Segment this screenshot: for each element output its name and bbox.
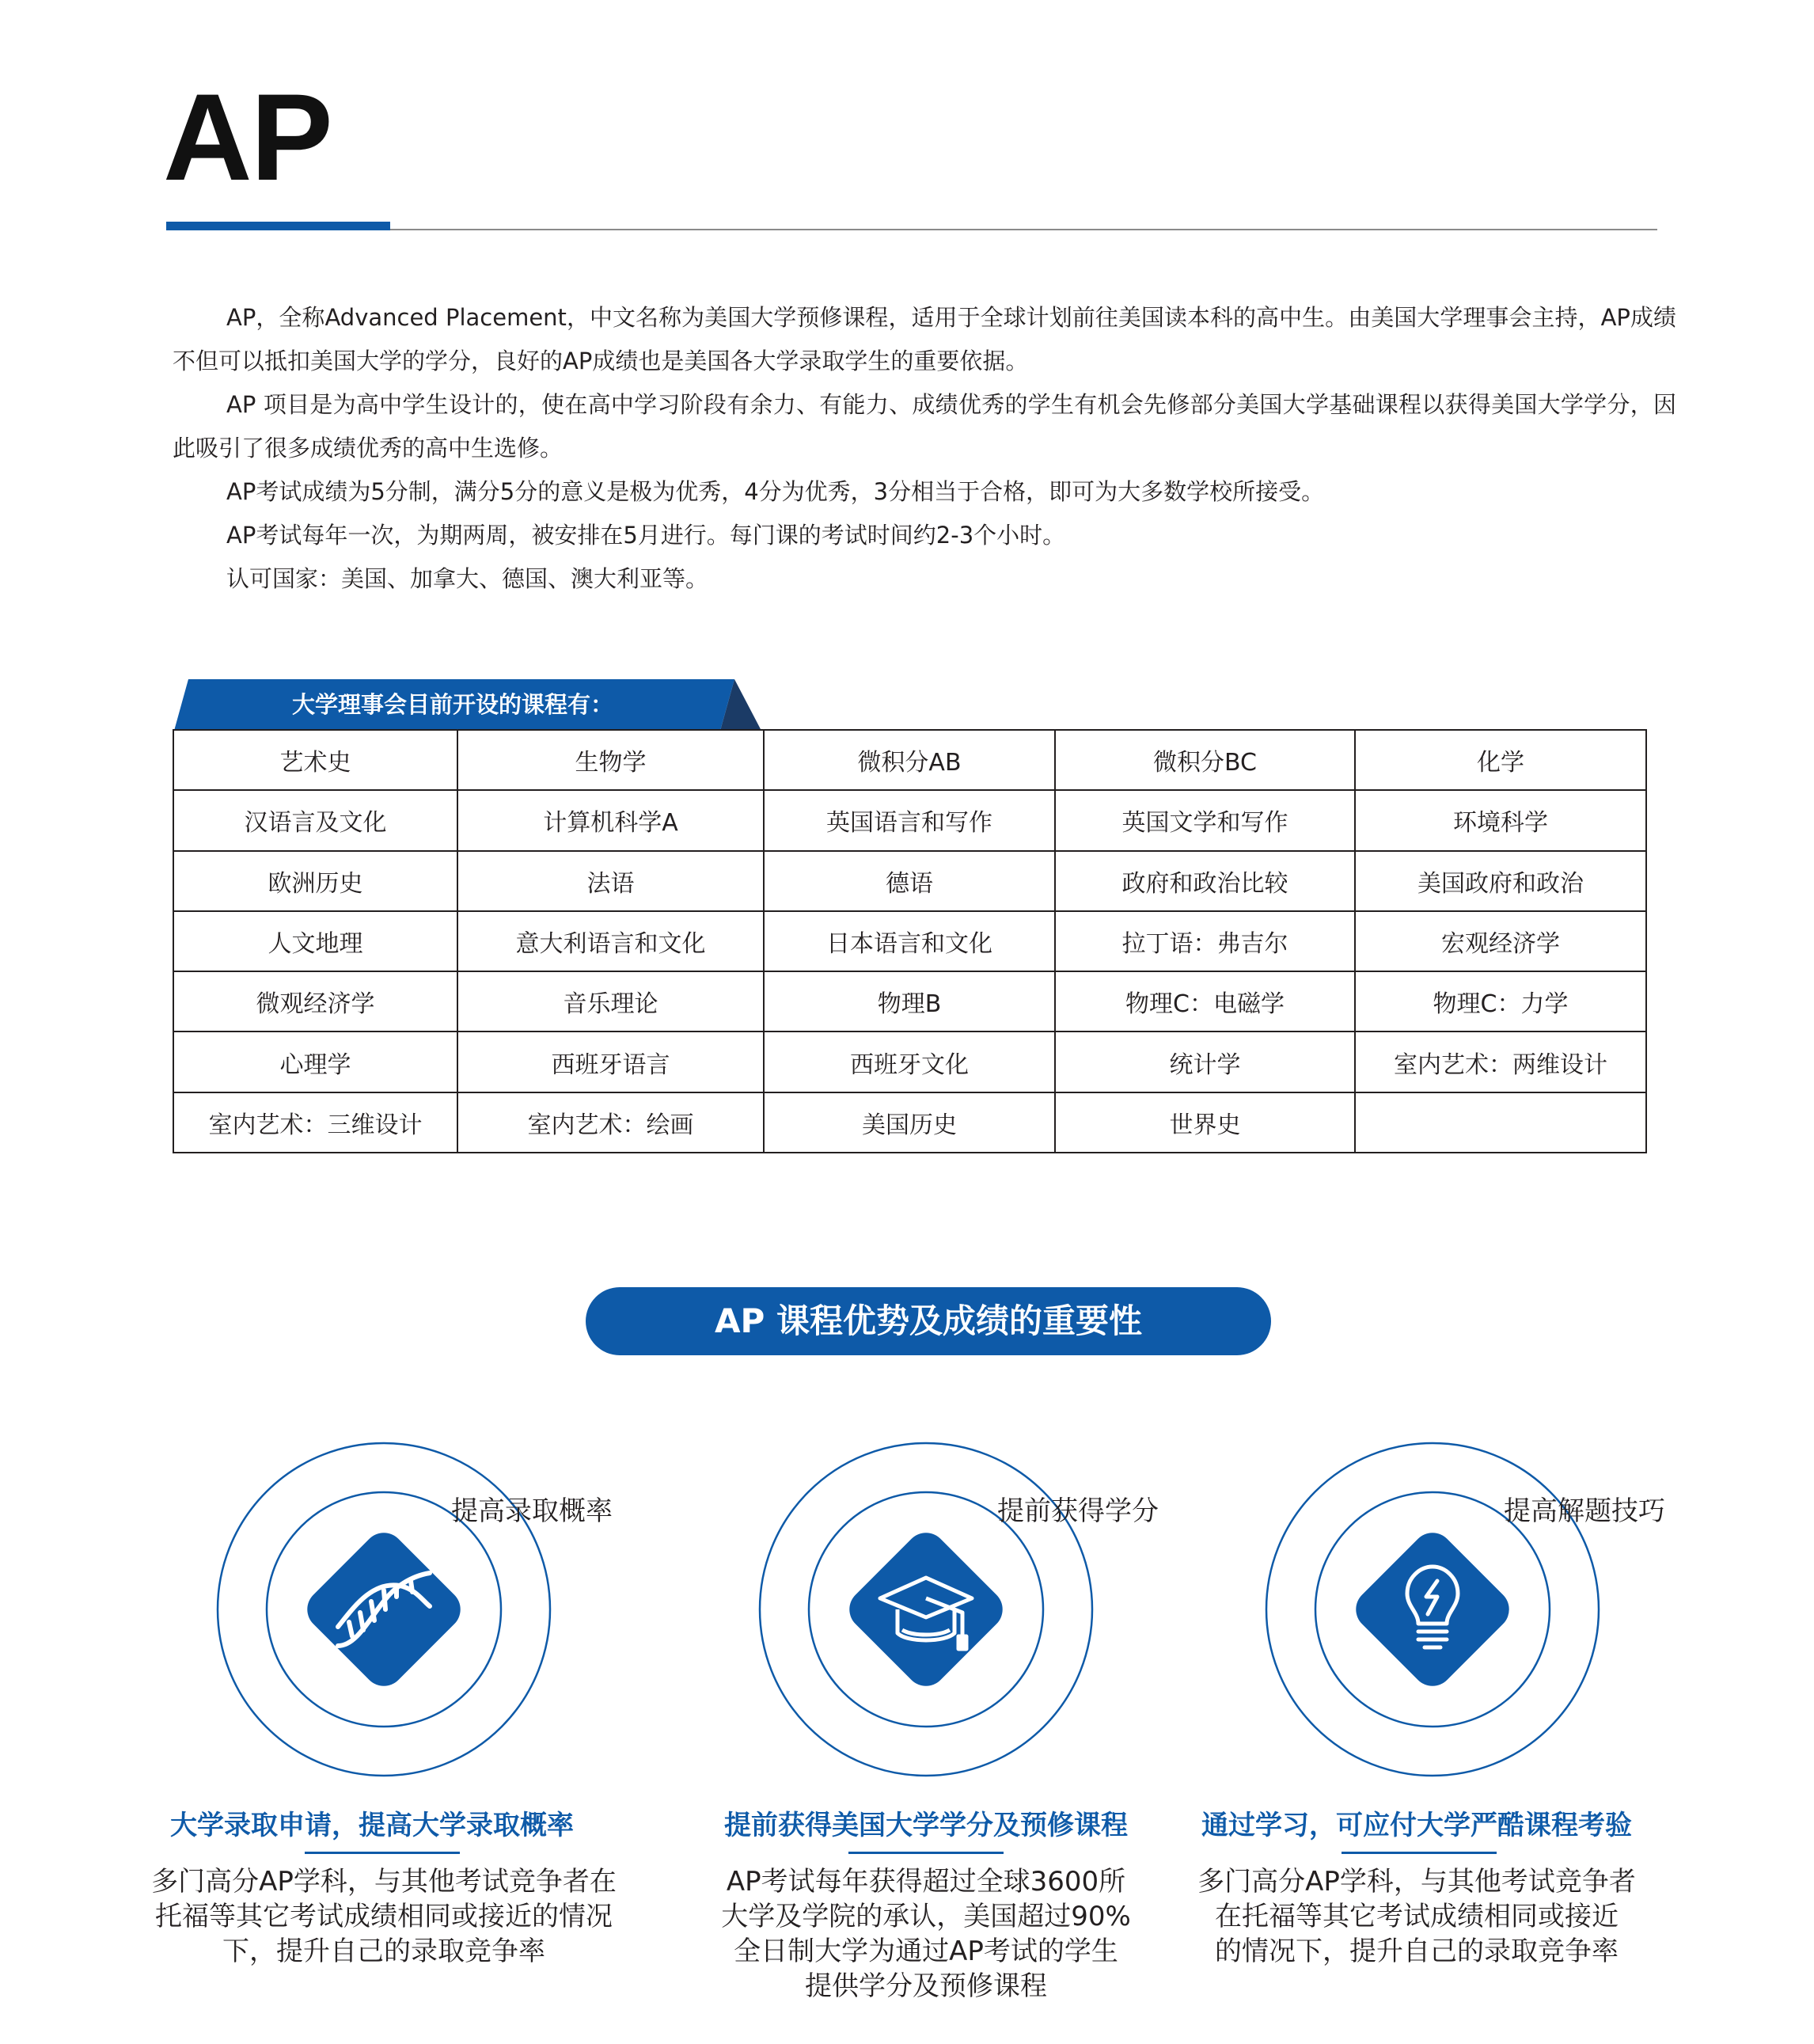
- description-line: 多门高分AP学科，与其他考试竞争者: [1197, 1866, 1636, 1898]
- table-cell: 政府和政治比较: [1055, 851, 1355, 911]
- advantage-description: [1148, 1864, 1686, 1969]
- description-line: 全日制大学为通过AP考试的学生: [734, 1936, 1118, 1967]
- advantage-card-credits: [657, 1437, 1195, 2023]
- table-cell: 世界史: [1055, 1092, 1355, 1153]
- description-line: 托福等其它考试成绩相同或接近的情况: [155, 1901, 613, 1932]
- course-table-tab-label: 大学理事会目前开设的课程有：: [291, 691, 613, 718]
- table-cell: 艺术史: [173, 730, 457, 790]
- table-cell: 室内艺术：三维设计: [173, 1092, 457, 1153]
- advantage-tag: 提高录取概率: [451, 1495, 613, 1527]
- description-line: 提供学分及预修课程: [805, 1970, 1047, 2002]
- table-cell: 法语: [457, 851, 764, 911]
- table-cell: 微积分BC: [1055, 730, 1355, 790]
- table-cell: 物理C：电磁学: [1055, 971, 1355, 1031]
- table-cell: 西班牙语言: [457, 1031, 764, 1092]
- table-cell: 宏观经济学: [1355, 911, 1646, 971]
- intro-paragraph: AP 项目是为高中学生设计的，使在高中学习阶段有余力、有能力、成绩优秀的学生有机会先修部分美国大学基础课程以获得美国大学学分，因此吸引了很多成绩优秀的高中生选修。: [173, 391, 1676, 462]
- intro-paragraph: AP，全称Advanced Placement，中文名称为美国大学预修课程，适用于全球计划前往美国读本科的高中生。由美国大学理事会主持，AP成绩不但可以抵扣美国大学的学分，良好的AP成绩也是美国各大学录取学生的重要依据。: [173, 304, 1676, 374]
- advantage-description: [115, 1864, 653, 1969]
- table-cell: 日本语言和文化: [764, 911, 1055, 971]
- table-cell: 欧洲历史: [173, 851, 457, 911]
- header-accent-bar: [166, 222, 390, 230]
- table-cell: 英国语言和写作: [764, 790, 1055, 850]
- table-cell: 化学: [1355, 730, 1646, 790]
- table-row: [173, 790, 1646, 850]
- advantages-section-title: AP 课程优势及成绩的重要性: [586, 1287, 1271, 1355]
- table-cell: 环境科学: [1355, 790, 1646, 850]
- table-cell: [1355, 1092, 1646, 1153]
- table-cell: 物理B: [764, 971, 1055, 1031]
- advantage-tag: 提高解题技巧: [1504, 1495, 1665, 1527]
- table-cell: 美国政府和政治: [1355, 851, 1646, 911]
- table-row: [173, 911, 1646, 971]
- intro-paragraph: 认可国家：美国、加拿大、德国、澳大利亚等。: [226, 565, 709, 592]
- description-line: 下，提升自己的录取竞争率: [222, 1936, 545, 1967]
- advantage-description: [657, 1864, 1195, 2004]
- table-cell: 生物学: [457, 730, 764, 790]
- table-cell: 美国历史: [764, 1092, 1055, 1153]
- heading-underline: [848, 1852, 1004, 1854]
- table-cell: 意大利语言和文化: [457, 911, 764, 971]
- description-line: 大学及学院的承认，美国超过90%: [721, 1901, 1131, 1932]
- table-cell: 拉丁语：弗吉尔: [1055, 911, 1355, 971]
- advantage-card-skills: [1163, 1437, 1702, 2023]
- table-row: [173, 971, 1646, 1031]
- table-cell: 室内艺术：绘画: [457, 1092, 764, 1153]
- course-table-tab: [174, 679, 761, 731]
- page-title: AP: [163, 69, 332, 207]
- description-line: 多门高分AP学科，与其他考试竞争者在: [151, 1866, 617, 1898]
- table-cell: 统计学: [1055, 1031, 1355, 1092]
- table-cell: 微观经济学: [173, 971, 457, 1031]
- advantage-tag: 提前获得学分: [997, 1495, 1159, 1527]
- table-cell: 汉语言及文化: [173, 790, 457, 850]
- description-line: 的情况下，提升自己的录取竞争率: [1215, 1936, 1619, 1967]
- intro-paragraph: AP考试成绩为5分制，满分5分的意义是极为优秀，4分为优秀，3分相当于合格，即可为大多数学校所接受。: [226, 478, 1325, 505]
- heading-underline: [1342, 1852, 1497, 1854]
- intro-text: [173, 296, 1676, 601]
- table-row: [173, 1092, 1646, 1153]
- table-cell: 英国文学和写作: [1055, 790, 1355, 850]
- table-cell: 西班牙文化: [764, 1031, 1055, 1092]
- heading-underline: [305, 1852, 460, 1854]
- advantage-heading: 通过学习，可应付大学严酷课程考验: [1201, 1810, 1632, 1841]
- advantage-heading: 大学录取申请，提高大学录取概率: [170, 1810, 574, 1841]
- table-cell: 微积分AB: [764, 730, 1055, 790]
- table-cell: 人文地理: [173, 911, 457, 971]
- table-cell: 心理学: [173, 1031, 457, 1092]
- table-row: [173, 851, 1646, 911]
- table-row: [173, 1031, 1646, 1092]
- intro-paragraph: AP考试每年一次，为期两周，被安排在5月进行。每门课的考试时间约2-3个小时。: [226, 522, 1066, 549]
- table-cell: 室内艺术：两维设计: [1355, 1031, 1646, 1092]
- table-cell: 物理C：力学: [1355, 971, 1646, 1031]
- table-cell: 德语: [764, 851, 1055, 911]
- description-line: 在托福等其它考试成绩相同或接近: [1215, 1901, 1619, 1932]
- description-line: AP考试每年获得超过全球3600所: [726, 1866, 1126, 1898]
- advantage-card-admission: [115, 1437, 653, 2023]
- table-cell: 音乐理论: [457, 971, 764, 1031]
- course-table: [173, 729, 1647, 1153]
- table-cell: 计算机科学A: [457, 790, 764, 850]
- advantage-heading: 提前获得美国大学学分及预修课程: [724, 1810, 1128, 1841]
- table-row: [173, 730, 1646, 790]
